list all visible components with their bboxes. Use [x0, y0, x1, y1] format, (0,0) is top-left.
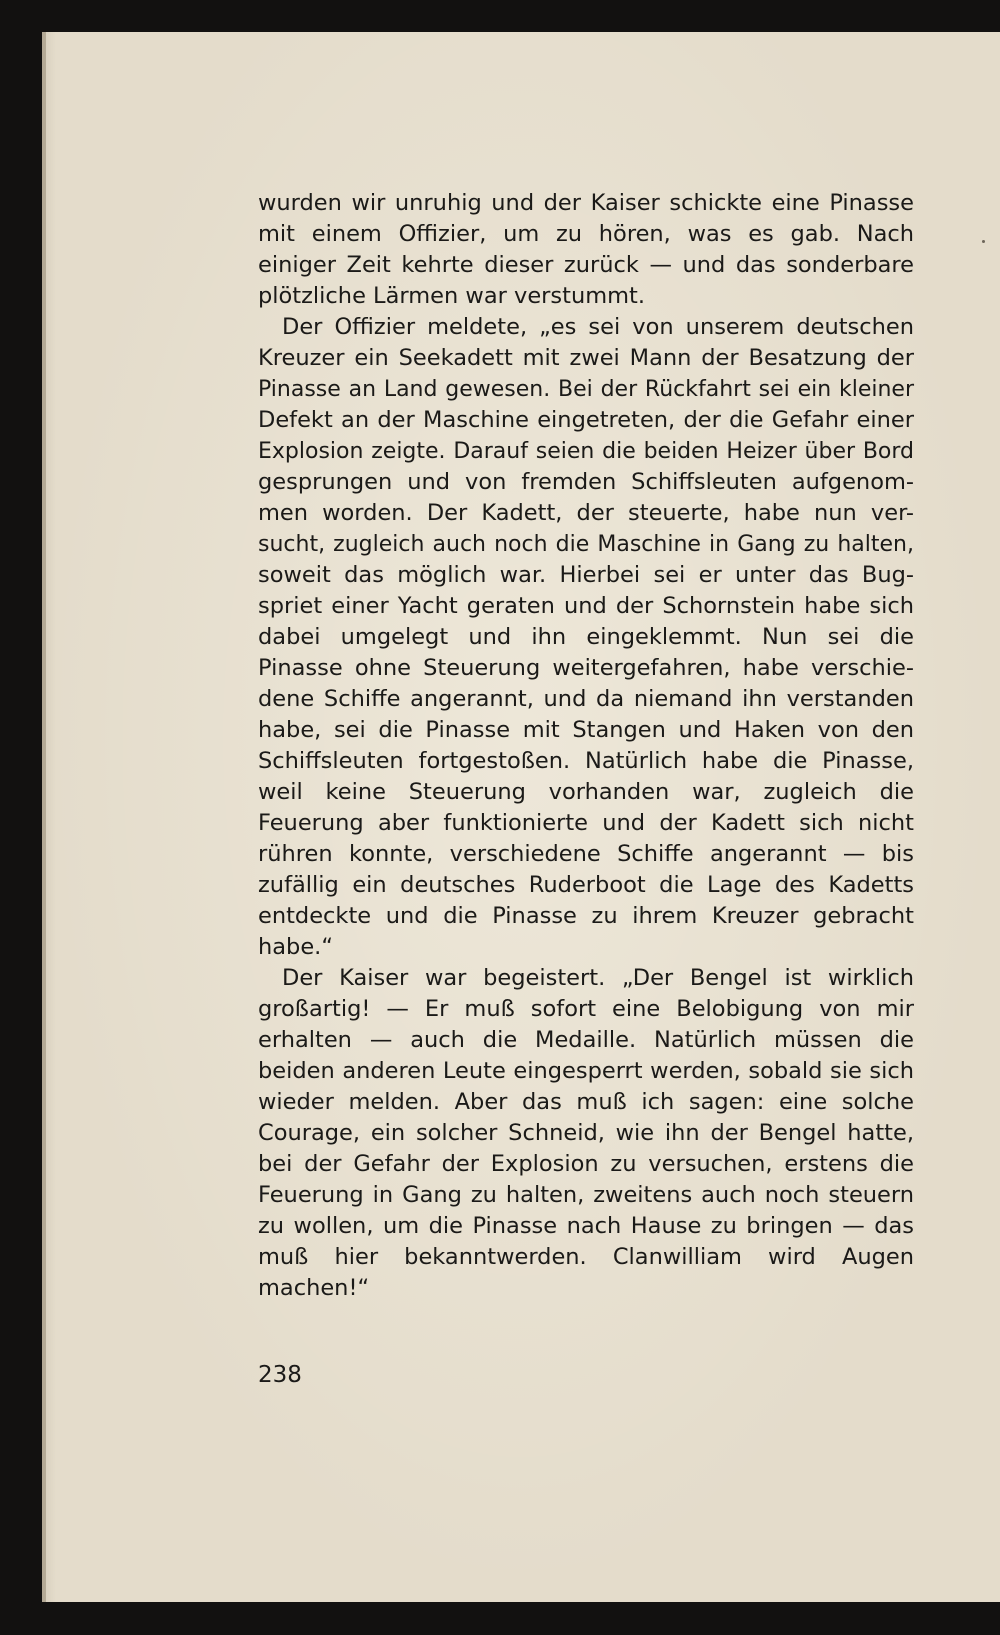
paper-speck — [982, 240, 985, 243]
text-line: dene Schiffe angerannt, und da niemand ihn verstanden — [258, 686, 914, 712]
text-line: dabei umgelegt und ihn eingeklemmt. Nun sei die — [258, 624, 914, 650]
paragraph-start-line: Der Offizier meldete, „es sei von unserem deutschen — [282, 314, 914, 340]
text-line: bei der Gefahr der Explosion zu versuchen, erstens die — [258, 1151, 914, 1177]
text-line: erhalten — auch die Medaille. Natürlich müssen die — [258, 1027, 914, 1053]
text-line: Defekt an der Maschine eingetreten, der die Gefahr einer — [258, 407, 914, 433]
body-text — [258, 188, 914, 1304]
text-line: muß hier bekanntwerden. Clanwilliam wird Augen — [258, 1244, 914, 1270]
paragraph-start-line: Der Kaiser war begeistert. „Der Bengel ist wirklich — [282, 965, 914, 991]
text-line: men worden. Der Kadett, der steuerte, habe nun ver- — [258, 500, 914, 526]
page-number: 238 — [258, 1362, 302, 1388]
text-line: habe.“ — [258, 934, 333, 960]
text-line: Pinasse ohne Steuerung weitergefahren, habe verschie- — [258, 655, 914, 681]
text-line: spriet einer Yacht geraten und der Schornstein habe sich — [258, 593, 914, 619]
text-line: wieder melden. Aber das muß ich sagen: eine solche — [258, 1089, 914, 1115]
text-line: Pinasse an Land gewesen. Bei der Rückfahrt sei ein kleiner — [258, 377, 914, 402]
text-line: wurden wir unruhig und der Kaiser schickte eine Pinasse — [258, 190, 914, 216]
text-line: weil keine Steuerung vorhanden war, zugleich die — [258, 779, 914, 805]
text-line: Feuerung in Gang zu halten, zweitens auch noch steuern — [258, 1182, 914, 1208]
page-gutter-edge — [42, 32, 46, 1602]
text-line: soweit das möglich war. Hierbei sei er unter das Bug- — [258, 562, 914, 588]
text-line: entdeckte und die Pinasse zu ihrem Kreuzer gebracht — [258, 903, 914, 929]
text-line: einiger Zeit kehrte dieser zurück — und das sonderbare — [258, 252, 914, 278]
text-line: machen!“ — [258, 1275, 370, 1301]
text-line: zu wollen, um die Pinasse nach Hause zu bringen — das — [258, 1213, 914, 1239]
text-line: beiden anderen Leute eingesperrt werden, sobald sie sich — [258, 1058, 914, 1084]
text-line: rühren konnte, verschiedene Schiffe angerannt — bis — [258, 841, 914, 867]
text-line: sucht, zugleich auch noch die Maschine in Gang zu halten, — [258, 532, 914, 557]
text-line: zufällig ein deutsches Ruderboot die Lage des Kadetts — [258, 872, 914, 898]
text-line: Kreuzer ein Seekadett mit zwei Mann der Besatzung der — [258, 345, 914, 371]
text-line: plötzliche Lärmen war verstummt. — [258, 283, 646, 309]
text-line: großartig! — Er muß sofort eine Belobigung von mir — [258, 996, 914, 1022]
text-line: Feuerung aber funktionierte und der Kadett sich nicht — [258, 810, 914, 836]
text-line: mit einem Offizier, um zu hören, was es gab. Nach — [258, 221, 914, 247]
text-line: gesprungen und von fremden Schiffsleuten aufgenom- — [258, 469, 914, 495]
text-line: habe, sei die Pinasse mit Stangen und Haken von den — [258, 717, 914, 743]
text-line: Schiffsleuten fortgestoßen. Natürlich habe die Pinasse, — [258, 748, 914, 774]
text-line: Courage, ein solcher Schneid, wie ihn der Bengel hatte, — [258, 1120, 914, 1146]
text-line: Explosion zeigte. Darauf seien die beiden Heizer über Bord — [258, 439, 914, 464]
